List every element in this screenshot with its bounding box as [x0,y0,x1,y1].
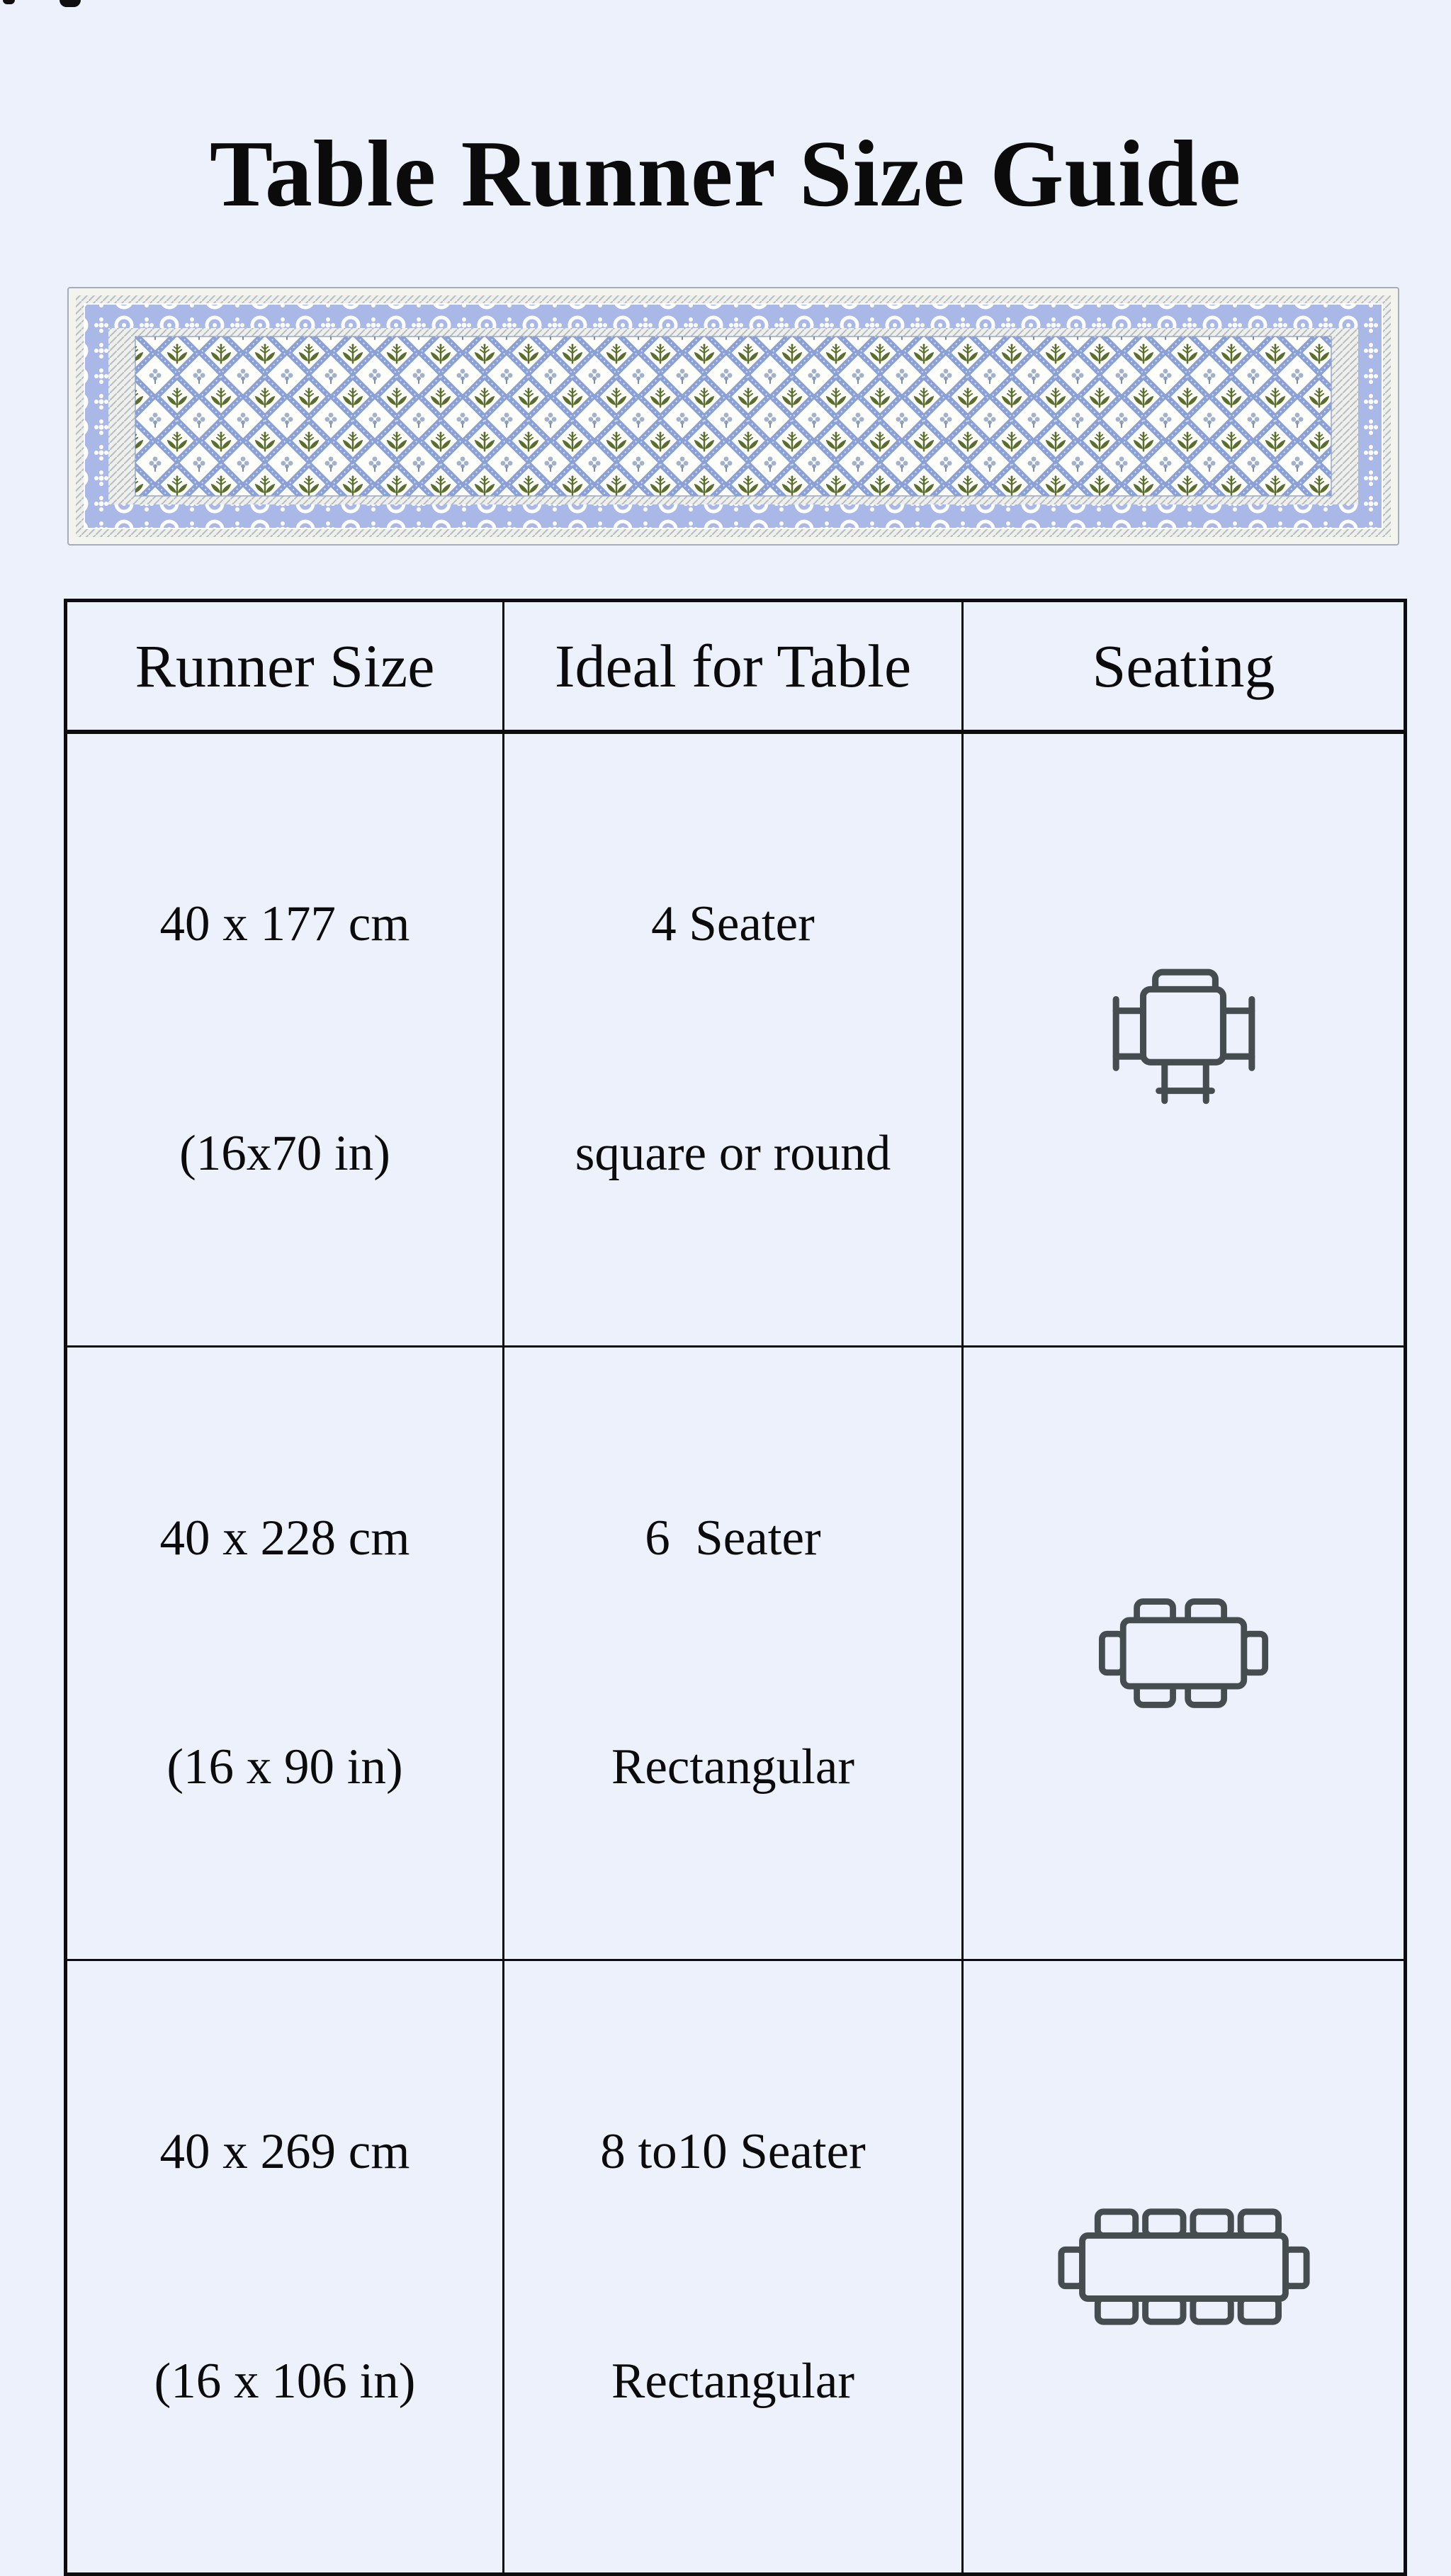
size-in: (16 x 90 in) [166,1739,403,1795]
table-header-row [66,601,1406,732]
size-in: (16 x 106 in) [154,2353,416,2409]
table-runner-pattern-image [67,287,1399,546]
crop-artifact [3,0,15,4]
size-cm: 40 x 177 cm [159,896,410,952]
four-seater-square-table-icon [1102,968,1266,1111]
crop-artifact [60,0,81,7]
runner-size-cell [66,1960,504,2575]
ideal-table-cell [504,1346,963,1960]
ideal-line: square or round [575,1126,891,1182]
ideal-table-cell [504,732,963,1347]
header-runner-size: Runner Size [66,601,504,732]
eight-to-ten-seater-rectangular-table-icon [1054,2202,1314,2332]
runner-size-cell [66,732,504,1347]
runner-photo [67,287,1399,546]
table-row [66,732,1406,1347]
six-seater-rectangular-table-icon [1093,1594,1274,1712]
ideal-line: Rectangular [611,1739,854,1795]
size-guide-table [64,599,1407,2576]
ideal-table-cell [504,1960,963,2575]
seating-cell [963,1960,1406,2575]
ideal-line: 6 Seater [645,1510,821,1566]
size-cm: 40 x 269 cm [159,2123,410,2179]
ideal-line: 4 Seater [651,896,815,952]
table-row [66,1960,1406,2575]
header-ideal-for-table: Ideal for Table [504,601,963,732]
ideal-line: Rectangular [611,2353,854,2409]
runner-size-cell [66,1346,504,1960]
seating-cell [963,732,1406,1347]
table-row [66,1346,1406,1960]
page-title: Table Runner Size Guide [209,121,1242,226]
size-cm: 40 x 228 cm [159,1510,410,1566]
ideal-line: 8 to10 Seater [600,2123,866,2179]
header-seating: Seating [963,601,1406,732]
seating-cell [963,1346,1406,1960]
size-in: (16x70 in) [179,1126,390,1182]
